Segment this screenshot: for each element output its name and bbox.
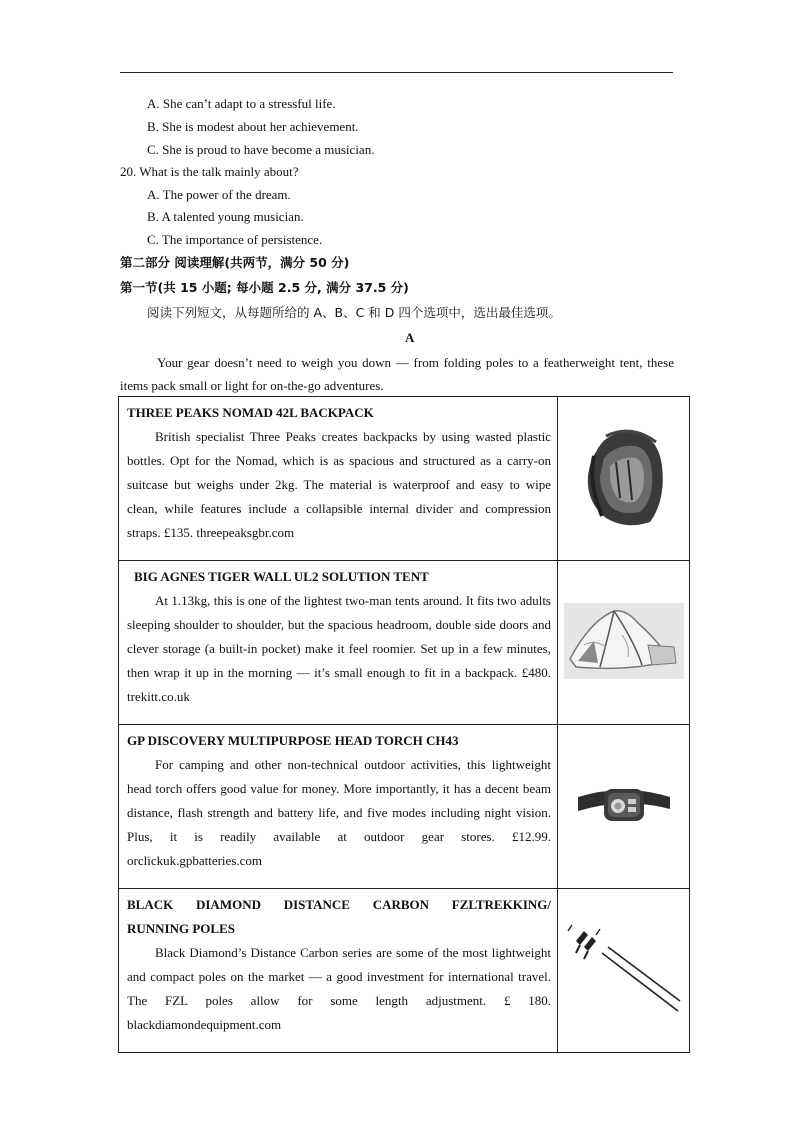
- trekking-poles-image: [566, 919, 682, 1019]
- product-image-cell: [558, 889, 690, 1053]
- q20-option-a: A. The power of the dream.: [147, 187, 291, 202]
- product-cell: [119, 397, 558, 561]
- product-body: Black Diamond’s Distance Carbon series are some of the most lightweight and compact poles on the market — a good investment for international travel. The FZL poles allow for some length adjustment. £ 180. blackdiamondequipment.com: [127, 945, 551, 1032]
- instructions: 阅读下列短文，从每题所给的 A、B、C 和 D 四个选项中，选出最佳选项。: [147, 305, 561, 320]
- table-row: [119, 889, 690, 1053]
- product-cell: [119, 561, 558, 725]
- product-title: BLACK DIAMOND DISTANCE CARBON FZLTREKKING/: [127, 897, 551, 912]
- backpack-image: [576, 422, 672, 532]
- product-image-cell: [558, 561, 690, 725]
- passage-label: A: [405, 330, 415, 345]
- product-title: THREE PEAKS NOMAD 42L BACKPACK: [127, 405, 374, 420]
- head-torch-image: [576, 775, 672, 835]
- product-cell: [119, 889, 558, 1053]
- product-title-continued: RUNNING POLES: [127, 921, 235, 936]
- table-row: [119, 725, 690, 889]
- product-image-cell: [558, 725, 690, 889]
- q19-option-c: C. She is proud to have become a musician.: [147, 142, 375, 157]
- table-row: [119, 561, 690, 725]
- gear-table: [118, 396, 690, 1053]
- q20-option-c: C. The importance of persistence.: [147, 232, 323, 247]
- product-body: For camping and other non-technical outdoor activities, this lightweight head torch offers good value for money. More importantly, it has a decent beam distance, flash strength and battery life, and five modes including night vision. Plus, it is readily available at outdoor gear stores. £12.99. orclickuk.gpbatteries.com: [127, 757, 551, 868]
- product-title: BIG AGNES TIGER WALL UL2 SOLUTION TENT: [134, 569, 429, 584]
- top-rule: [120, 72, 673, 73]
- product-cell: [119, 725, 558, 889]
- section1-heading: 第一节(共 15 小题; 每小题 2.5 分, 满分 37.5 分): [120, 280, 409, 295]
- product-body: British specialist Three Peaks creates backpacks by using wasted plastic bottles. Opt for the Nomad, which is as spacious and structured as a carry-on suitcase but weighs under 2kg. The material is waterproof and easy to wipe clean, while features include a collapsible internal divider and compression straps. £135. threepeaksgbr.com: [127, 429, 551, 540]
- q20-stem: 20. What is the talk mainly about?: [120, 164, 299, 179]
- q20-option-b: B. A talented young musician.: [147, 209, 304, 224]
- intro-text: Your gear doesn’t need to weigh you down — from folding poles to a featherweight tent, these items pack small or light for on-the-go adventures.: [120, 355, 674, 393]
- product-body: At 1.13kg, this is one of the lightest two-man tents around. It fits two adults sleeping shoulder to shoulder, but the spacious headroom, double side doors and clever storage (a built-in pocket) make it feel roomier. Set up in a few minutes, then wrap it up in the morning — it’s small enough to fit in a backpack. £480. trekitt.co.uk: [127, 593, 551, 704]
- q19-option-b: B. She is modest about her achievement.: [147, 119, 359, 134]
- product-title: GP DISCOVERY MULTIPURPOSE HEAD TORCH CH43: [127, 733, 459, 748]
- tent-image: [564, 601, 684, 681]
- product-image-cell: [558, 397, 690, 561]
- part2-heading: 第二部分 阅读理解(共两节，满分 50 分): [120, 255, 350, 270]
- table-row: [119, 397, 690, 561]
- q19-option-a: A. She can’t adapt to a stressful life.: [147, 96, 336, 111]
- intro-paragraph: [120, 351, 674, 397]
